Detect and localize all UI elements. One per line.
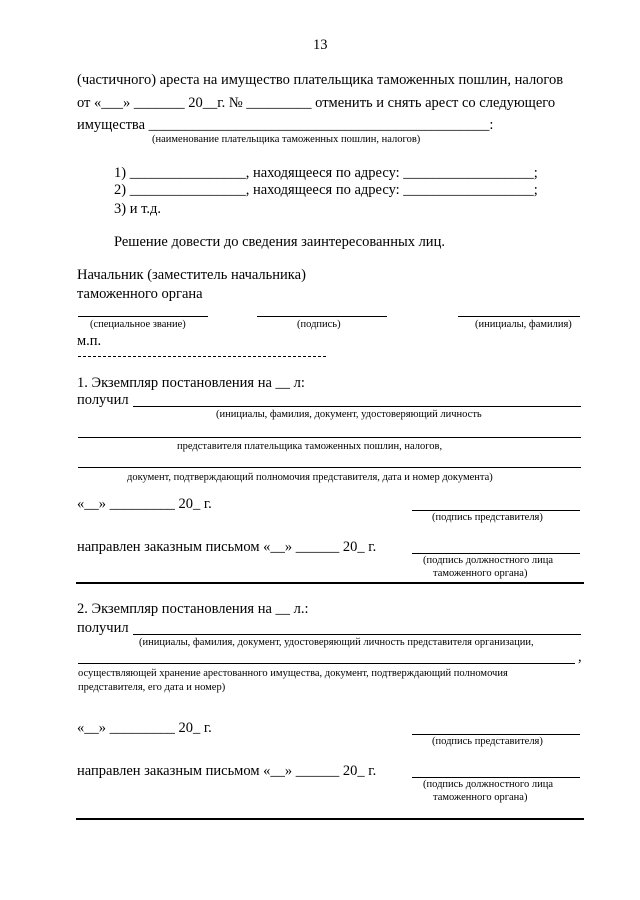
chief-title-line-1: Начальник (заместитель начальника): [77, 267, 306, 283]
section1-caption-1: (инициалы, фамилия, документ, удостоверяющий личность: [216, 409, 482, 420]
stamp-place-label: м.п.: [77, 333, 102, 349]
section1-rep-sign-line: [412, 510, 580, 511]
section1-title: 1. Экземпляр постановления на __ л:: [77, 375, 305, 391]
separator-dashed: [78, 356, 326, 357]
intro-line-1: (частичного) ареста на имущество плательщика таможенных пошлин, налогов: [77, 72, 564, 88]
signature-line: [257, 316, 387, 317]
section2-comma: ,: [578, 649, 582, 665]
payer-name-caption: (наименование плательщика таможенных пошлин, налогов): [152, 134, 421, 145]
section1-line-2: [78, 437, 581, 438]
section2-received-line: [133, 634, 581, 635]
section2-received-label: получил: [77, 620, 129, 636]
section2-caption-3: представителя, его дата и номер): [78, 682, 226, 693]
section1-received-label: получил: [77, 392, 129, 408]
signature-caption: (подпись): [297, 319, 341, 330]
section2-caption-2: осуществляющей хранение арестованного имущества, документ, подтверждающий полномочия: [78, 668, 508, 679]
section2-line-2: [78, 663, 575, 664]
section2-caption-1: (инициалы, фамилия, документ, удостоверяющий личность представителя организации,: [139, 637, 534, 648]
section1-caption-3: документ, подтверждающий полномочия представителя, дата и номер документа): [127, 472, 493, 483]
section-separator: [76, 582, 584, 584]
section2-official-caption-2: таможенного органа): [433, 792, 528, 803]
section1-line-3: [78, 467, 581, 468]
list-item: 1) ________________, находящееся по адресу: __________________;: [114, 165, 538, 181]
rank-signature-line: [78, 316, 208, 317]
chief-title-line-2: таможенного органа: [77, 286, 203, 302]
intro-line-3: имущества _______________________________________________:: [77, 117, 494, 133]
section2-official-caption-1: (подпись должностного лица: [423, 779, 553, 790]
intro-line-2: от «___» _______ 20__г. № _________ отменить и снять арест со следующего: [77, 95, 556, 111]
list-item: 2) ________________, находящееся по адресу: __________________;: [114, 182, 538, 198]
section1-date: «__» _________ 20_ г.: [77, 496, 212, 512]
section1-rep-sign-caption: (подпись представителя): [432, 512, 543, 523]
section1-sent-text: направлен заказным письмом «__» ______ 20_ г.: [77, 539, 377, 555]
section2-title: 2. Экземпляр постановления на __ л.:: [77, 601, 309, 617]
initials-signature-line: [458, 316, 580, 317]
section1-official-caption-2: таможенного органа): [433, 568, 528, 579]
rank-caption: (специальное звание): [90, 319, 186, 330]
bottom-separator: [76, 818, 584, 820]
initials-caption: (инициалы, фамилия): [475, 319, 572, 330]
section2-rep-sign-line: [412, 734, 580, 735]
decision-text: Решение довести до сведения заинтересованных лиц.: [114, 234, 445, 250]
section2-sent-text: направлен заказным письмом «__» ______ 20_ г.: [77, 763, 377, 779]
section1-caption-2: представителя плательщика таможенных пошлин, налогов,: [177, 441, 443, 452]
section1-official-sign-line: [412, 553, 580, 554]
section2-rep-sign-caption: (подпись представителя): [432, 736, 543, 747]
page-number: 13: [313, 37, 328, 53]
section1-official-caption-1: (подпись должностного лица: [423, 555, 553, 566]
list-item: 3) и т.д.: [114, 201, 161, 217]
section2-date: «__» _________ 20_ г.: [77, 720, 212, 736]
section1-received-line: [133, 406, 581, 407]
section2-official-sign-line: [412, 777, 580, 778]
